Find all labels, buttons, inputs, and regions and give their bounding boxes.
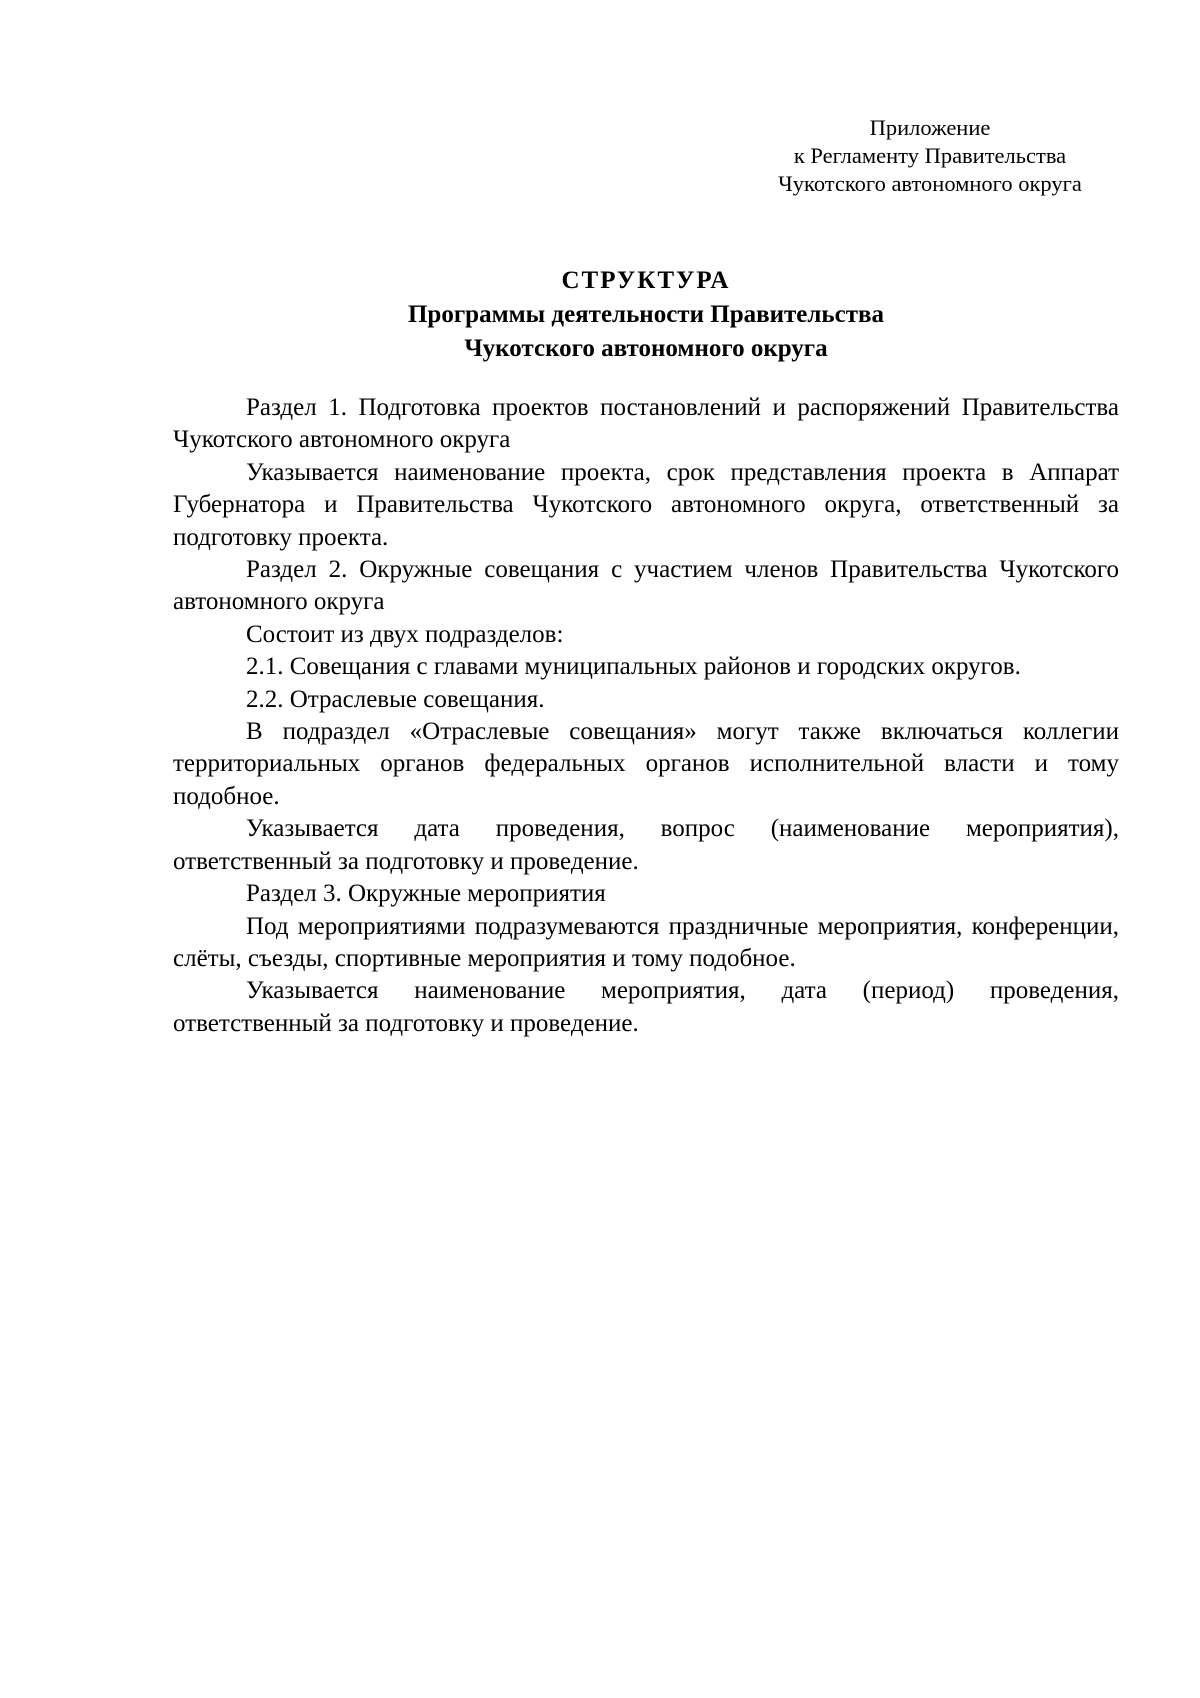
- section-3-note: Под мероприятиями подразумеваются праздничные мероприятия, конференции, слёты, съезды, спортивные мероприятия и тому подобное.: [173, 912, 1119, 972]
- section-2-heading: Раздел 2. Окружные совещания с участием членов Правительства Чукотского автономного округа: [173, 556, 1119, 616]
- section-1-description: Указывается наименование проекта, срок представления проекта в Аппарат Губернатора и Правительства Чукотского автономного округа, ответственный за подготовку проекта.: [173, 458, 1119, 551]
- subsection-2-2: 2.2. Отраслевые совещания.: [246, 685, 545, 713]
- document-subtitle-line-1: Программы деятельности Правительства: [407, 301, 884, 328]
- appendix-line-1: Приложение: [869, 115, 991, 140]
- section-3-description: Указывается наименование мероприятия, дата (период) проведения, ответственный за подготовку и проведение.: [173, 977, 1119, 1037]
- section-3-heading: Раздел 3. Окружные мероприятия: [246, 880, 606, 908]
- document-heading: [173, 264, 1119, 366]
- subsection-2-1: 2.1. Совещания с главами муниципальных районов и городских округов.: [246, 653, 1021, 681]
- section-1-heading: Раздел 1. Подготовка проектов постановлений и распоряжений Правительства Чукотского автономного округа: [173, 394, 1119, 454]
- section-2-intro: Состоит из двух подразделов:: [246, 620, 564, 648]
- appendix-note: [740, 114, 1120, 198]
- document-subtitle-line-2: Чукотского автономного округа: [464, 335, 828, 362]
- section-2-note: В подраздел «Отраслевые совещания» могут также включаться коллегии территориальных органов федеральных органов исполнительной власти и тому подобное.: [173, 718, 1119, 810]
- appendix-line-3: Чукотского автономного округа: [778, 171, 1082, 196]
- document-title: СТРУКТУРА: [561, 267, 731, 294]
- document-body: [173, 392, 1119, 1040]
- appendix-line-2: к Регламенту Правительства: [793, 143, 1067, 168]
- section-2-description: Указывается дата проведения, вопрос (наименование мероприятия), ответственный за подготовку и проведение.: [173, 815, 1119, 875]
